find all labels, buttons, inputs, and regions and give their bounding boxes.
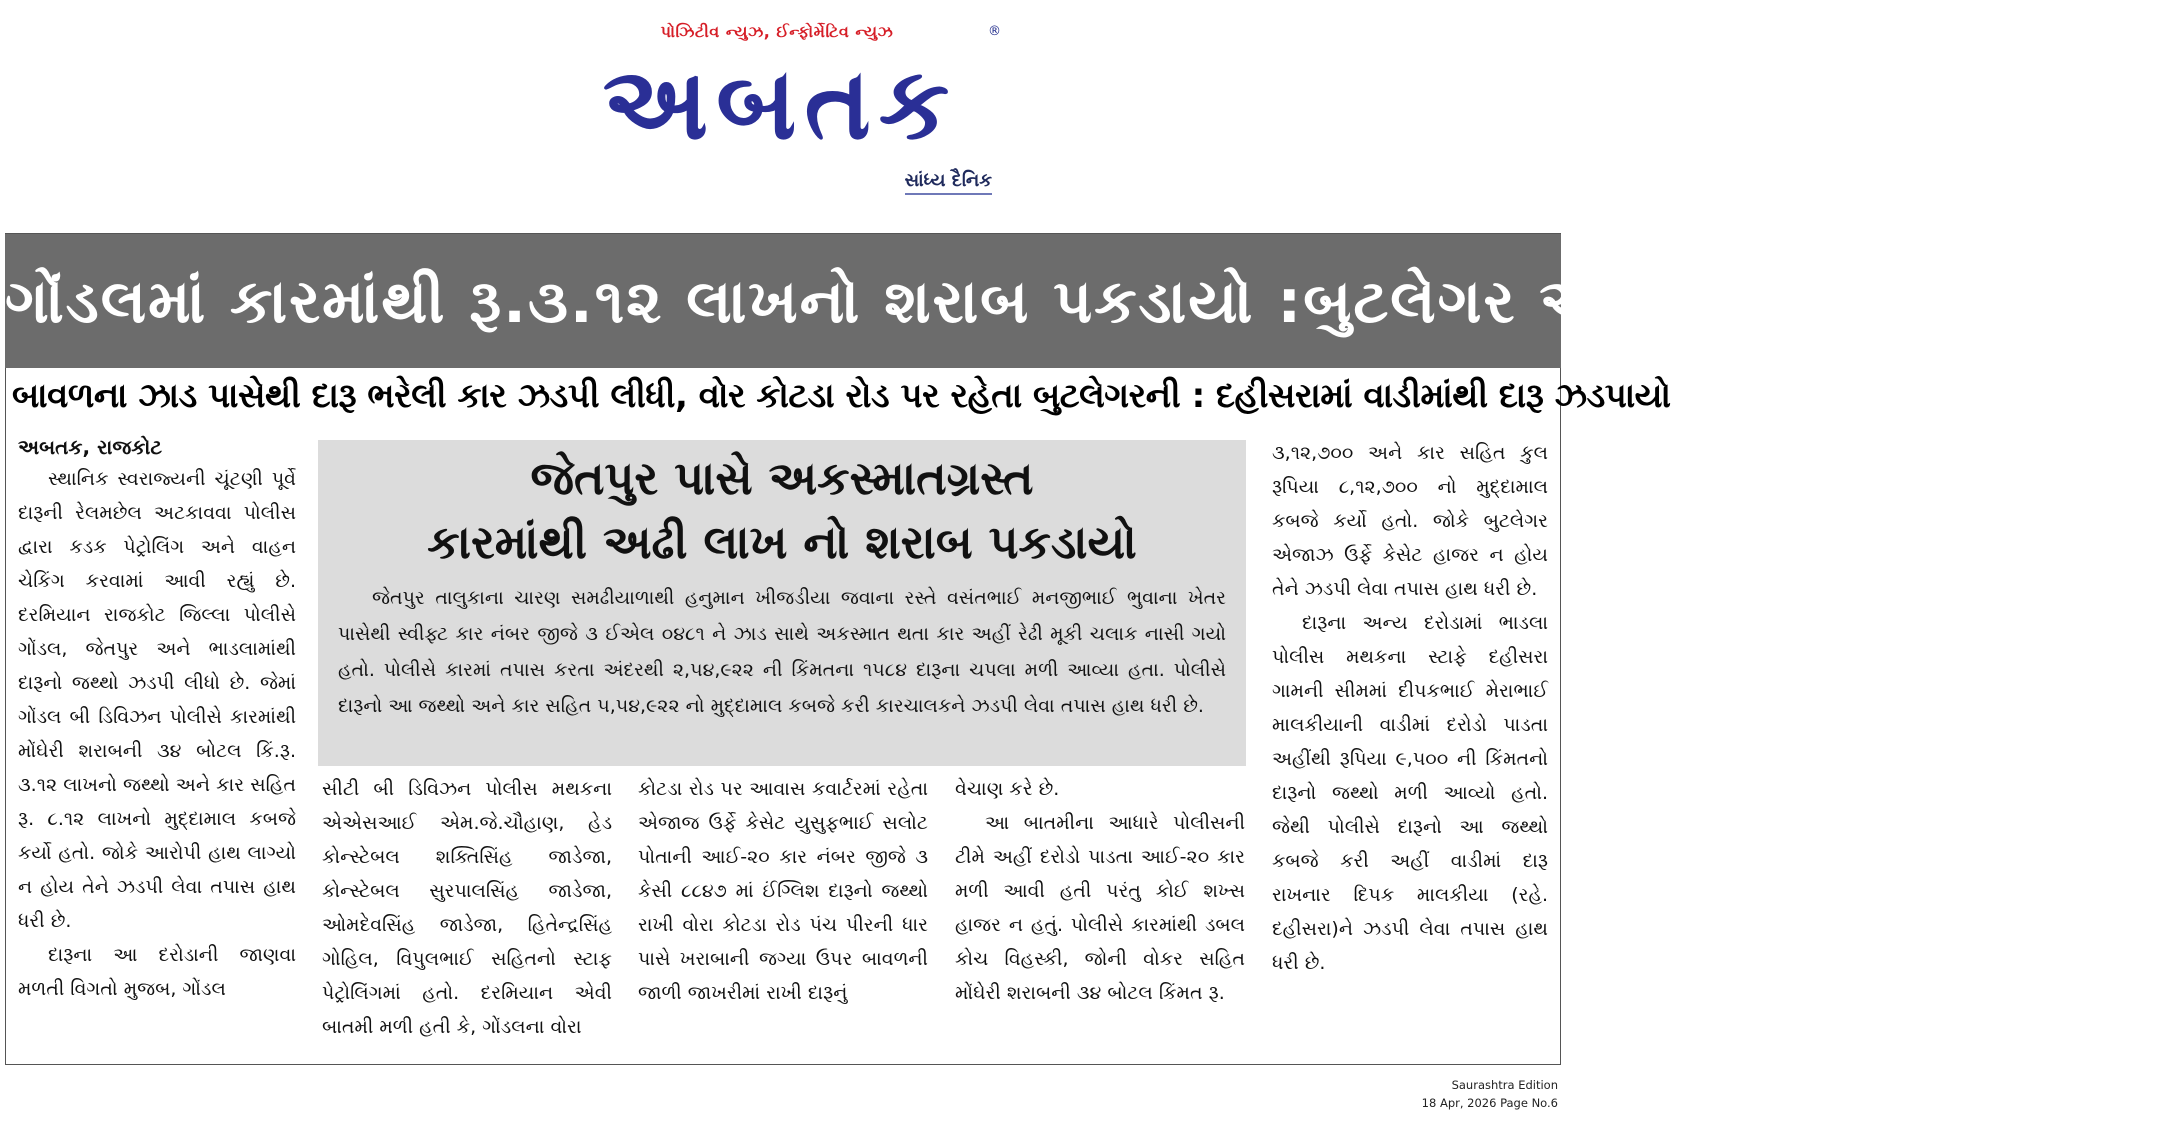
headline-bar [5,234,2158,368]
article-headline: ગોંડલમાં કારમાંથી રૂ.૩.૧૨ લાખનો શરાબ પકડાયો :બુટલેગર એજાઝ ઉર્ફે કેસેટ ફરાર [5,267,2158,337]
page-footer [1422,1076,1558,1112]
registered-mark: ® [988,24,1001,39]
column-1-paragraph-2: દારૂના આ દરોડાની જાણવા મળતી વિગતો મુજબ, ગોંડલ [18,944,296,1000]
column-5-paragraph-1: ૩,૧૨,૭૦૦ અને કાર સહિત કુલ રૂપિયા ૮,૧૨,૭૦૦ નો મુદ્દામાલ કબજે કર્યો હતો. જોકે બુટલેગર એજાઝ ઉર્ફે કેસેટ હાજર ન હોય તેને ઝડપી લેવા તપાસ હાથ ધરી છે. [1272,442,1548,600]
column-3-paragraph: કોટડા રોડ પર આવાસ કવાર્ટરમાં રહેતા એજાજ ઉર્ફે કેસેટ યુસુફભાઈ સલોટ પોતાની આઈ-૨૦ કાર નંબર જીજે ૩ કેસી ૮૮૪૭ માં ઈંગ્લિશ દારૂનો જથ્થો રાખી વોરા કોટડા રોડ પંચ પીરની ધાર પાસે ખરાબાની જગ્યા ઉપર બાવળની જાળી જાખરીમાં રાખી દારૂનું [638,778,928,1004]
boxed-story-body [338,580,1226,724]
masthead-subtitle: સાંધ્ય દૈનિક [905,170,992,195]
boxed-story-title-line-1: જેતપુર પાસે અકસ્માતગ્રસ્ત [530,451,1034,505]
column-2-paragraph: સીટી બી ડિવિઝન પોલીસ મથકના એએસઆઈ એમ.જે.ચૌહાણ, હેડ કોન્સ્ટેબલ શક્તિસિંહ જાડેજા, કોન્સ્ટેબલ સુરપાલસિંહ જાડેજા, ઓમદેવસિંહ જાડેજા, હિતેન્દ્રસિંહ ગોહિલ, વિપુલભાઈ સહિતનો સ્ટાફ પેટ્રોલિંગમાં હતો. દરમિયાન એવી બાતમી મળી હતી કે, ગોંડલના વોરા [322,778,612,1038]
boxed-story [318,440,1246,766]
edition-label: Saurashtra Edition [1451,1078,1558,1092]
boxed-story-title-line-2: કારમાંથી અઢી લાખ નો શરાબ પકડાયો [427,515,1137,569]
column-4-paragraph-1: વેચાણ કરે છે. [955,778,1060,800]
newspaper-logo: અબતક [602,45,958,162]
article-column-2 [322,772,612,1044]
article-subheadline: બાવળના ઝાડ પાસેથી દારૂ ભરેલી કાર ઝડપી લીધી, વોર કોટડા રોડ પર રહેતા બુટલેગરની : દહીસરામાં વાડીમાંથી દારૂ ઝડપાયો [12,376,1671,416]
masthead [560,18,1010,203]
article-column-5 [1272,436,1548,980]
article-dateline: અબતક, રાજકોટ [18,435,163,459]
article-column-1 [18,432,296,1006]
article-column-4 [955,772,1245,1010]
masthead-tagline: પોઝિટીવ ન્યુઝ, ઈન્ફોર્મેટિવ ન્યુઝ [660,22,894,41]
date-page-label: 18 Apr, 2026 Page No.6 [1421,1096,1558,1110]
column-1-paragraph-1: સ્થાનિક સ્વરાજ્યની ચૂંટણી પૂર્વે દારૂની રેલમછેલ અટકાવવા પોલીસ દ્વારા કડક પેટ્રોલિંગ અને વાહન ચેકિંગ કરવામાં આવી રહ્યું છે. દરમિયાન રાજકોટ જિલ્લા પોલીસે ગોંડલ, જેતપુર અને ભાડલામાંથી દારૂનો જથ્થો ઝડપી લીધો છે. જેમાં ગોંડલ બી ડિવિઝન પોલીસે કારમાંથી મોંઘેરી શરાબની ૩૪ બોટલ કિં.રૂ. ૩.૧૨ લાખનો જથ્થો અને કાર સહિત રૂ. ૮.૧૨ લાખનો મુદ્દામાલ કબજે કર્યો હતો. જોકે આરોપી હાથ લાગ્યો ન હોય તેને ઝડપી લેવા તપાસ હાથ ધરી છે. [18,468,296,932]
boxed-story-paragraph: જેતપુર તાલુકાના ચારણ સમઢીયાળાથી હનુમાન ખીજડીયા જવાના રસ્તે વસંતભાઈ મનજીભાઈ ભુવાના ખેતર પાસેથી સ્વીફ્ટ કાર નંબર જીજે ૩ ઈએલ ૦૪૮૧ ને ઝાડ સાથે અકસ્માત થતા કાર અહીં રેઢી મૂકી ચલાક નાસી ગયો હતો. પોલીસે કારમાં તપાસ કરતા અંદરથી ૨,૫૪,૯૨૨ ની કિંમતના ૧૫૮૪ દારૂના ચપલા મળી આવ્યા હતા. પોલીસે દારૂનો આ જથ્થો અને કાર સહિત ૫,૫૪,૯૨૨ નો મુદ્દામાલ કબજે કરી કારચાલકને ઝડપી લેવા તપાસ હાથ ધરી છે. [338,587,1226,717]
column-4-paragraph-2: આ બાતમીના આધારે પોલીસની ટીમે અહીં દરોડો પાડતા આઈ-૨૦ કાર મળી આવી હતી પરંતુ કોઈ શખ્સ હાજર ન હતું. પોલીસે કારમાંથી ડબલ કોચ વિહસ્કી, જોની વોકર સહિત મોંઘેરી શરાબની ૩૪ બોટલ કિંમત રૂ. [955,812,1245,1004]
boxed-story-title [318,446,1246,574]
column-5-paragraph-2: દારૂના અન્ય દરોડામાં ભાડલા પોલીસ મથકના સ્ટાફે દહીસરા ગામની સીમમાં દીપકભાઈ મેરાભાઈ માલકીયાની વાડીમાં દરોડો પાડતા અહીંથી રૂપિયા ૯,૫૦૦ ની કિંમતનો દારૂનો જથ્થો મળી આવ્યો હતો. જેથી પોલીસે દારૂનો આ જથ્થો કબજે કરી અહીં વાડીમાં દારૂ રાખનાર દિપક માલકીયા (રહે. દહીસરા)ને ઝડપી લેવા તપાસ હાથ ધરી છે. [1272,612,1548,974]
article-column-3 [638,772,928,1010]
